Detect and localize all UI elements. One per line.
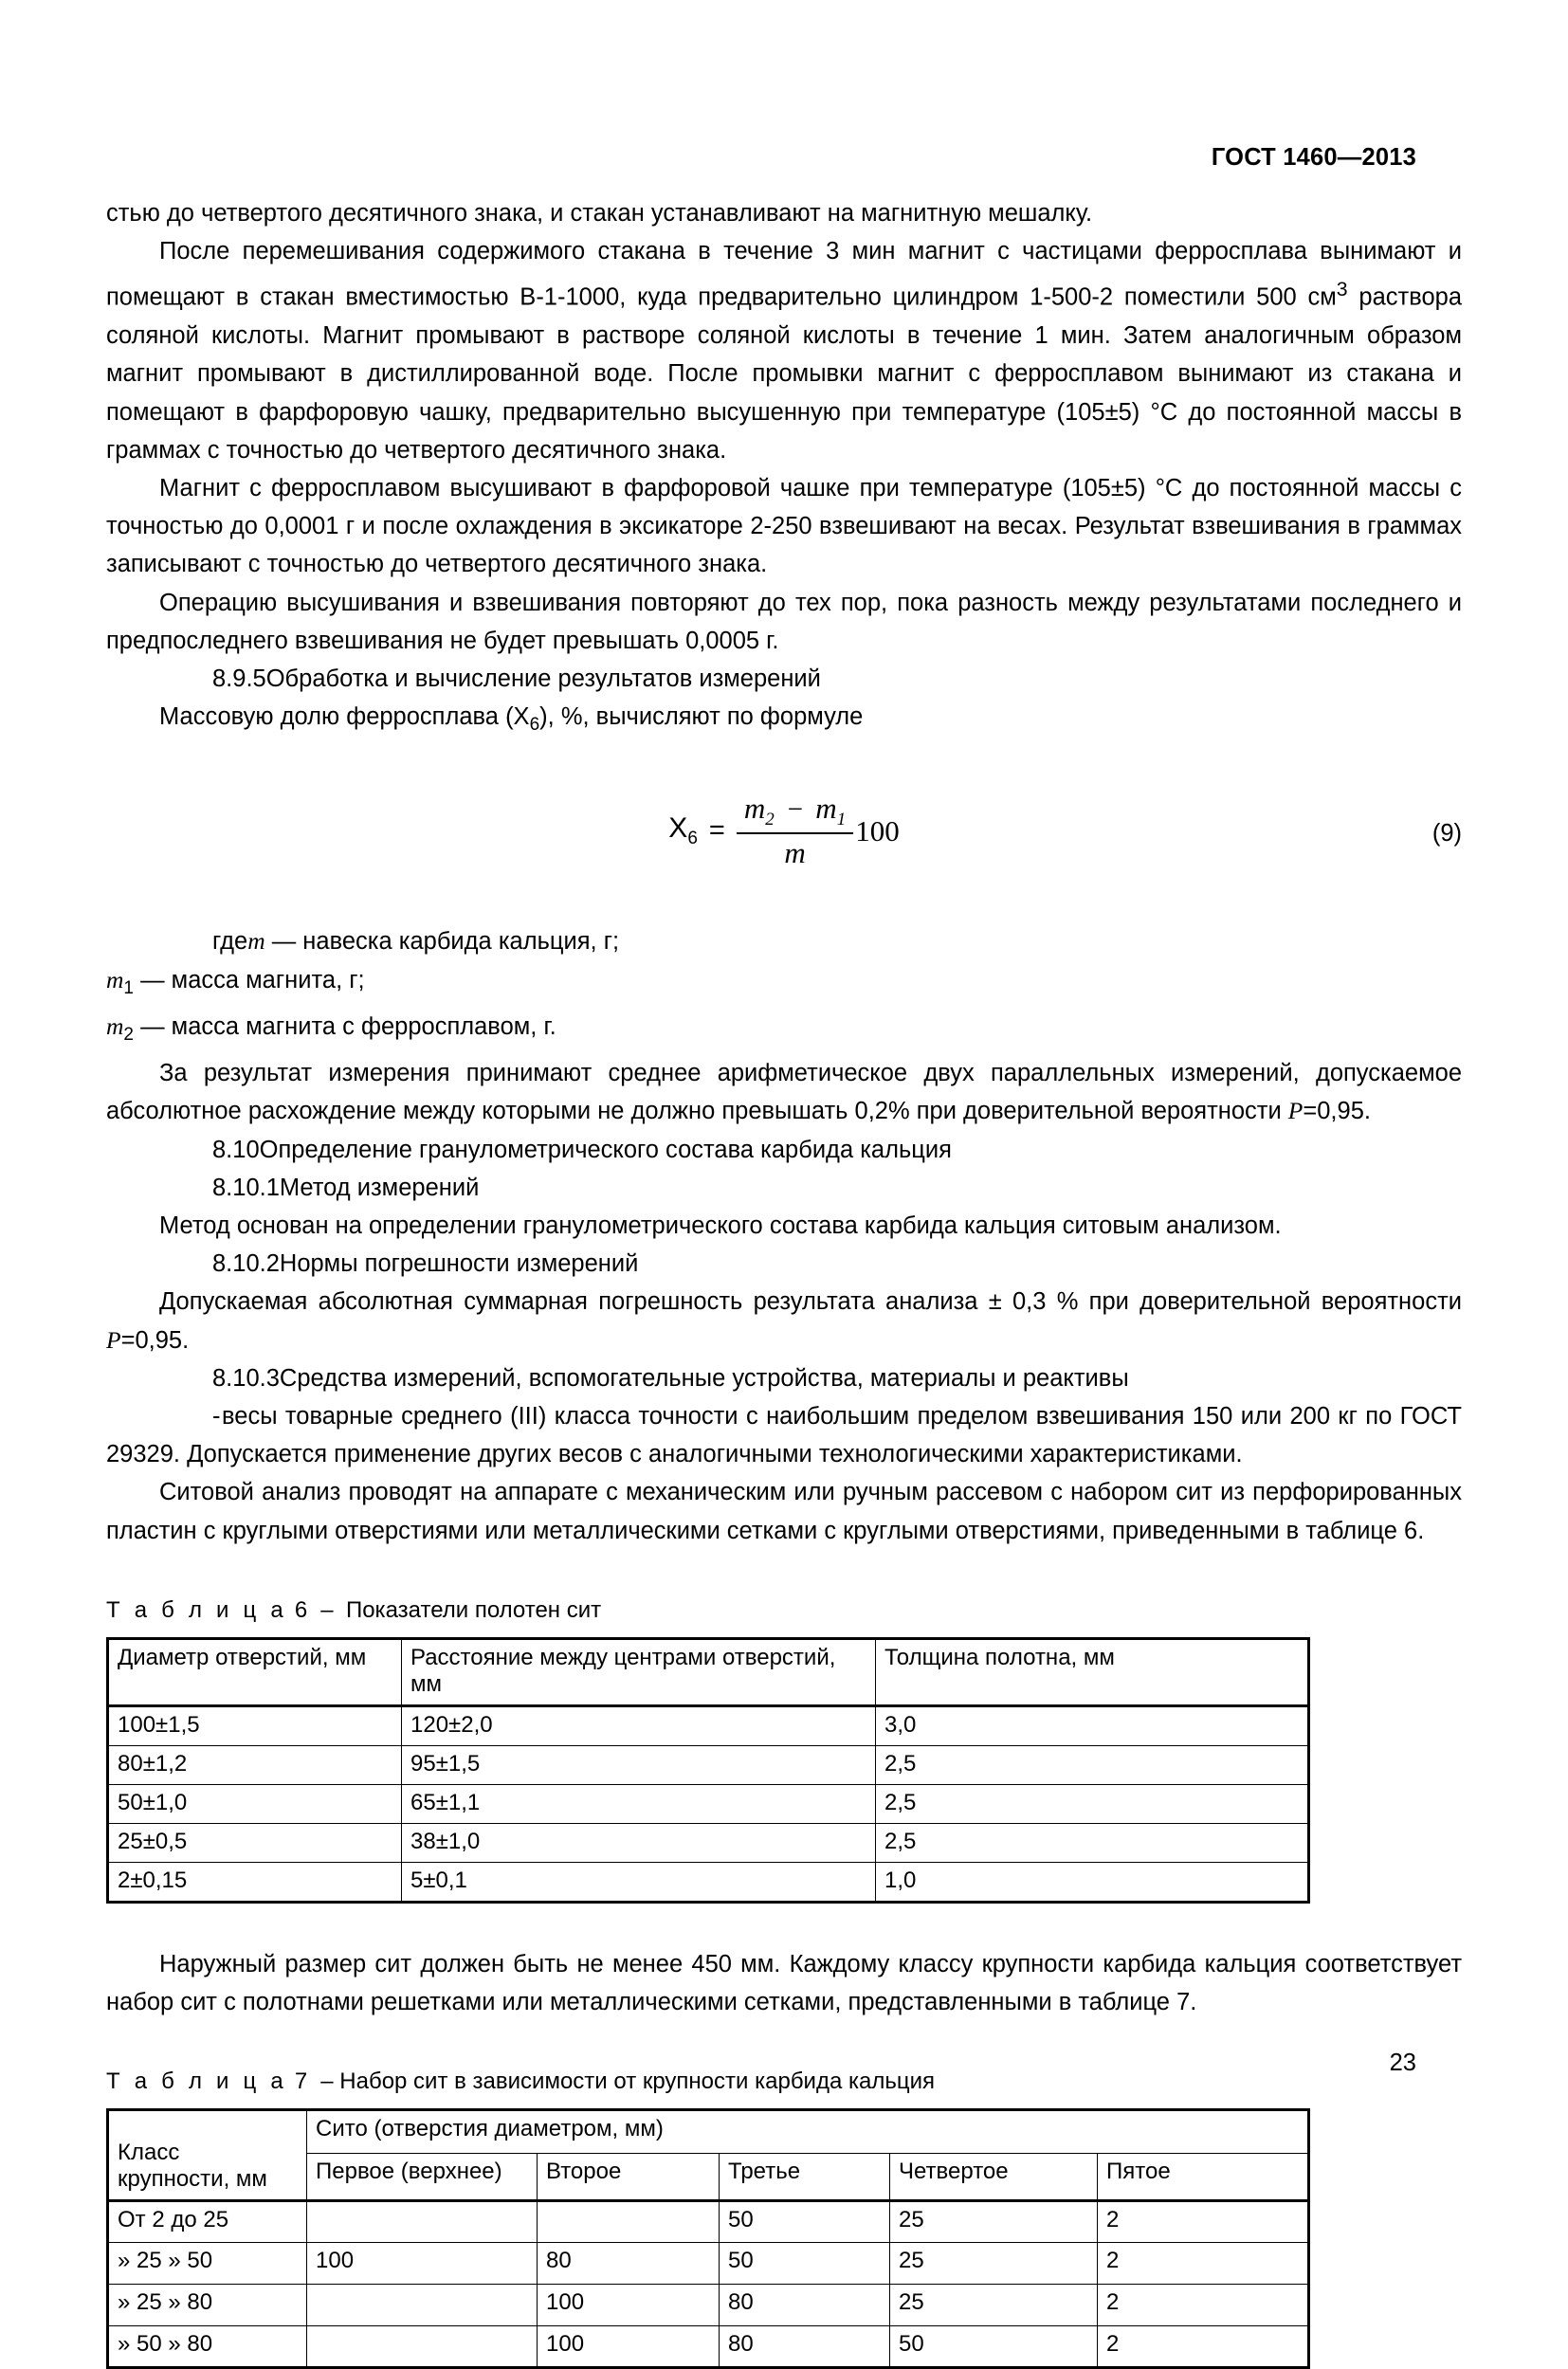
table-cell-diameter: 50±1,0 — [108, 1784, 402, 1823]
formula-number: (9) — [1431, 820, 1462, 847]
table-caption-title: Показатели полотен сит — [345, 1596, 602, 1623]
legend-line-m2 — [106, 1008, 1462, 1054]
table-row — [108, 1862, 1309, 1902]
table-cell-second-sieve: 100 — [538, 2285, 720, 2326]
table-column-header-size-class: Класс крупности, мм — [108, 2110, 307, 2201]
paragraph-text: Операцию высушивания и взвешивания повторяют до тех пор, пока разность между результатами последнего и предпоследнего взвешивания не будет превышать 0,0005 г. — [106, 589, 1462, 654]
table-caption-word: Т а б л и ц а — [106, 2068, 287, 2095]
legend-description: — навеска карбида кальция, г; — [264, 928, 620, 956]
table-caption-dash: – — [320, 1596, 334, 1623]
table-row — [108, 2326, 1309, 2368]
table-column-header-thickness: Толщина полотна, мм — [876, 1638, 1309, 1705]
clause-number: 8.10 — [212, 1136, 260, 1163]
table-cell-spacing: 95±1,5 — [402, 1745, 876, 1784]
paragraph-sieve-analysis — [106, 1473, 1462, 1549]
table-cell-diameter: 25±0,5 — [108, 1823, 402, 1862]
table-sieve-set-by-size-class — [106, 2108, 1310, 2369]
table-cell-thickness: 2,5 — [876, 1745, 1309, 1784]
table-column-header-fifth-sieve: Пятое — [1098, 2154, 1309, 2201]
table-cell-fifth-sieve: 2 — [1098, 2243, 1309, 2285]
formula-lhs-subscript: 6 — [687, 829, 698, 849]
superscript-cubic: 3 — [1336, 278, 1348, 301]
paragraph-mixing — [106, 232, 1462, 469]
paragraph-sieve-size — [106, 1945, 1462, 2021]
table-cell-thickness: 1,0 — [876, 1862, 1309, 1902]
paragraph-repeat-operation — [106, 584, 1462, 660]
clause-title: Средства измерений, вспомогательные устройства, материалы и реактивы — [279, 1364, 1129, 1392]
paragraph-mass-fraction-intro — [106, 698, 1462, 744]
probability-variable: Р — [106, 1325, 121, 1354]
table-cell-spacing: 5±0,1 — [402, 1862, 876, 1902]
paragraph-text: Метод основан на определении гранулометрического состава карбида кальция ситовым анализом. — [159, 1212, 1282, 1240]
formula-equals-sign: = — [708, 815, 725, 847]
formula-minus-sign: − — [785, 794, 805, 826]
paragraph-text-part1: За результат измерения принимают среднее арифметическое двух параллельных измерений, допускаемое абсолютное расхождение между которыми не должно превышать 0,2% при доверительной вероятности — [106, 1060, 1462, 1125]
table-caption-title: Набор сит в зависимости от крупности карбида кальция — [339, 2068, 936, 2095]
legend-description: — масса магнита, г; — [134, 966, 365, 993]
paragraph-error-limits — [106, 1283, 1462, 1358]
list-item-text: весы товарные среднего (III) класса точности с наибольшим пределом взвешивания 150 или 200 кг по ГОСТ 29329. Допускается применение других весов с аналогичными технологическими характеристиками. — [106, 1403, 1462, 1468]
paragraph-text-part2: раствора соляной кислоты. Магнит промывают в растворе соляной кислоты в течение 1 мин. Затем аналогичным образом магнит промывают в дистиллированной воде. После промывки магнит с ферросплавом вынимают из стакана и помещают в фарфоровую чашку, предварительно высушенную при температуре (105±5) °С до постоянной массы в граммах с точностью до четвертого десятичного знака. — [106, 283, 1462, 464]
table-cell-third-sieve: 50 — [720, 2243, 890, 2285]
table-cell-diameter: 2±0,15 — [108, 1862, 402, 1902]
clause-title: Обработка и вычисление результатов измерений — [265, 665, 821, 692]
clause-number: 8.10.1 — [212, 1174, 280, 1201]
table-sieve-cloth-parameters — [106, 1637, 1310, 1904]
legend-variable: m — [106, 1011, 124, 1040]
clause-title: Определение гранулометрического состава карбида кальция — [259, 1136, 952, 1163]
paragraph-text-part1: После перемешивания содержимого стакана в течение 3 мин магнит с частицами ферросплава вынимают и помещают в стакан вместимостью В-1-1000, куда предварительно цилиндром 1-500-2 поместили 500 см — [106, 238, 1462, 311]
table-caption-number: 7 — [294, 2068, 308, 2095]
table-cell-fifth-sieve: 2 — [1098, 2201, 1309, 2243]
table-cell-thickness: 2,5 — [876, 1823, 1309, 1862]
subscript-six: 6 — [529, 715, 540, 736]
clause-8-9-5 — [106, 660, 1462, 698]
table-7-caption — [106, 2068, 1462, 2095]
table-row — [108, 2285, 1309, 2326]
document-body — [106, 194, 1462, 2369]
legend-gde-label: где — [212, 928, 248, 956]
formula-block — [106, 786, 1462, 888]
table-cell-first-sieve: 100 — [307, 2243, 538, 2285]
table-row — [108, 2201, 1309, 2243]
table-row — [108, 1705, 1309, 1745]
table-row — [108, 1823, 1309, 1862]
table-caption-number: 6 — [294, 1596, 308, 1623]
table-column-header-fourth-sieve: Четвертое — [890, 2154, 1098, 2201]
paragraph-method-basis — [106, 1207, 1462, 1245]
table-header-row — [108, 1638, 1309, 1705]
paragraph-text: Ситовой анализ проводят на аппарате с механическим или ручным рассевом с набором сит из перфорированных пластин с круглыми отверстиями или металлическими сетками с круглыми отверстиями, приведенными в таблице 6. — [106, 1479, 1462, 1544]
table-cell-third-sieve: 80 — [720, 2285, 890, 2326]
table-header-row-top — [108, 2110, 1309, 2154]
formula-expression — [668, 792, 899, 870]
table-cell-first-sieve — [307, 2285, 538, 2326]
table-cell-third-sieve: 80 — [720, 2326, 890, 2368]
table-cell-spacing: 65±1,1 — [402, 1784, 876, 1823]
table-column-header-spacing: Расстояние между центрами отверстий, мм — [402, 1638, 876, 1705]
table-cell-fourth-sieve: 50 — [890, 2326, 1098, 2368]
table-cell-first-sieve — [307, 2326, 538, 2368]
table-cell-fourth-sieve: 25 — [890, 2201, 1098, 2243]
table-cell-second-sieve: 100 — [538, 2326, 720, 2368]
clause-8-10-1 — [106, 1169, 1462, 1207]
table-caption-dash: – — [320, 2068, 334, 2095]
paragraph-text-part2: =0,95. — [1303, 1098, 1371, 1125]
table-cell-spacing: 120±2,0 — [402, 1705, 876, 1745]
table-row — [108, 2243, 1309, 2285]
table-column-header-third-sieve: Третье — [720, 2154, 890, 2201]
list-item-scales — [106, 1397, 1462, 1473]
formula-numerator: $m_2 - m_1$ — [737, 792, 853, 834]
table-cell-fourth-sieve: 25 — [890, 2285, 1098, 2326]
table-cell-fourth-sieve: 25 — [890, 2243, 1098, 2285]
paragraph-text-part1: Массовую долю ферросплава (X — [159, 703, 530, 731]
table-caption-word: Т а б л и ц а — [106, 1596, 287, 1623]
table-column-header-second-sieve: Второе — [538, 2154, 720, 2201]
legend-variable-subscript: 1 — [123, 977, 134, 998]
table-cell-second-sieve — [538, 2201, 720, 2243]
legend-variable: m — [106, 965, 124, 993]
table-cell-diameter: 100±1,5 — [108, 1705, 402, 1745]
table-cell-diameter: 80±1,2 — [108, 1745, 402, 1784]
paragraph-measurement-result — [106, 1054, 1462, 1130]
clause-number: 8.10.3 — [212, 1364, 280, 1392]
legend-line-m1 — [106, 961, 1462, 1008]
table-cell-size-class: » 25 » 80 — [108, 2285, 307, 2326]
paragraph-text-part2: ), %, вычисляют по формуле — [539, 703, 864, 731]
table-row — [108, 1784, 1309, 1823]
paragraph-text: Наружный размер сит должен быть не менее 450 мм. Каждому классу крупности карбида кальция соответствует набор сит с полотнами решетками или металлическими сетками, представленными в таблице 7. — [106, 1950, 1462, 2016]
formula-fraction — [737, 792, 853, 870]
table-cell-size-class: » 25 » 50 — [108, 2243, 307, 2285]
clause-number: 8.10.2 — [212, 1250, 280, 1278]
table-cell-thickness: 2,5 — [876, 1784, 1309, 1823]
table-column-header-first-sieve: Первое (верхнее) — [307, 2154, 538, 2201]
table-row — [108, 1745, 1309, 1784]
table-cell-fifth-sieve: 2 — [1098, 2285, 1309, 2326]
paragraph-text-part2: =0,95. — [120, 1326, 190, 1354]
table-column-group-header-sieve: Сито (отверстия диаметром, мм) — [307, 2110, 1309, 2154]
paragraph-text-part1: Допускаемая абсолютная суммарная погрешность результата анализа ± 0,3 % при доверительной вероятности — [159, 1288, 1462, 1316]
table-cell-first-sieve — [307, 2201, 538, 2243]
clause-title: Нормы погрешности измерений — [279, 1250, 639, 1278]
clause-number: 8.9.5 — [212, 665, 266, 692]
page-header-standard-number: ГОСТ 1460—2013 — [1211, 144, 1416, 171]
table-6-caption — [106, 1597, 1462, 1624]
paragraph-text: стью до четвертого десятичного знака, и стакан устанавливают на магнитную мешалку. — [106, 200, 1093, 227]
formula-multiplier: 100 — [855, 813, 900, 847]
legend-variable-subscript: 2 — [123, 1025, 134, 1046]
paragraph-text: Магнит с ферросплавом высушивают в фарфоровой чашке при температуре (105±5) °С до постоянной массы с точностью до 0,0001 г и после охлаждения в эксикаторе 2-250 взвешивают на весах. Результат взвешивания в граммах записывают с точностью до четвертого десятичного знака. — [106, 474, 1462, 578]
clause-8-10-3 — [106, 1359, 1462, 1397]
list-dash-marker: - — [212, 1403, 221, 1431]
table-cell-thickness: 3,0 — [876, 1705, 1309, 1745]
table-cell-size-class: » 50 » 80 — [108, 2326, 307, 2368]
formula-lhs-variable: $X_6$ — [668, 812, 698, 849]
legend-variable: m — [247, 927, 265, 956]
formula-9 — [106, 792, 1462, 870]
table-column-header-diameter: Диаметр отверстий, мм — [108, 1638, 402, 1705]
legend-line-m — [106, 922, 1462, 960]
probability-variable: Р — [1287, 1097, 1304, 1125]
table-cell-third-sieve: 50 — [720, 2201, 890, 2243]
clause-title: Метод измерений — [279, 1174, 480, 1201]
formula-denominator: m — [784, 836, 806, 870]
page-number: 23 — [1389, 2050, 1416, 2076]
paragraph-continuation — [106, 194, 1462, 232]
table-cell-size-class: От 2 до 25 — [108, 2201, 307, 2243]
paragraph-drying — [106, 469, 1462, 584]
table-cell-second-sieve: 80 — [538, 2243, 720, 2285]
clause-8-10-2 — [106, 1245, 1462, 1283]
table-cell-spacing: 38±1,0 — [402, 1823, 876, 1862]
clause-8-10 — [106, 1131, 1462, 1169]
table-cell-fifth-sieve: 2 — [1098, 2326, 1309, 2368]
legend-description: — масса магнита с ферросплавом, г. — [134, 1012, 556, 1040]
